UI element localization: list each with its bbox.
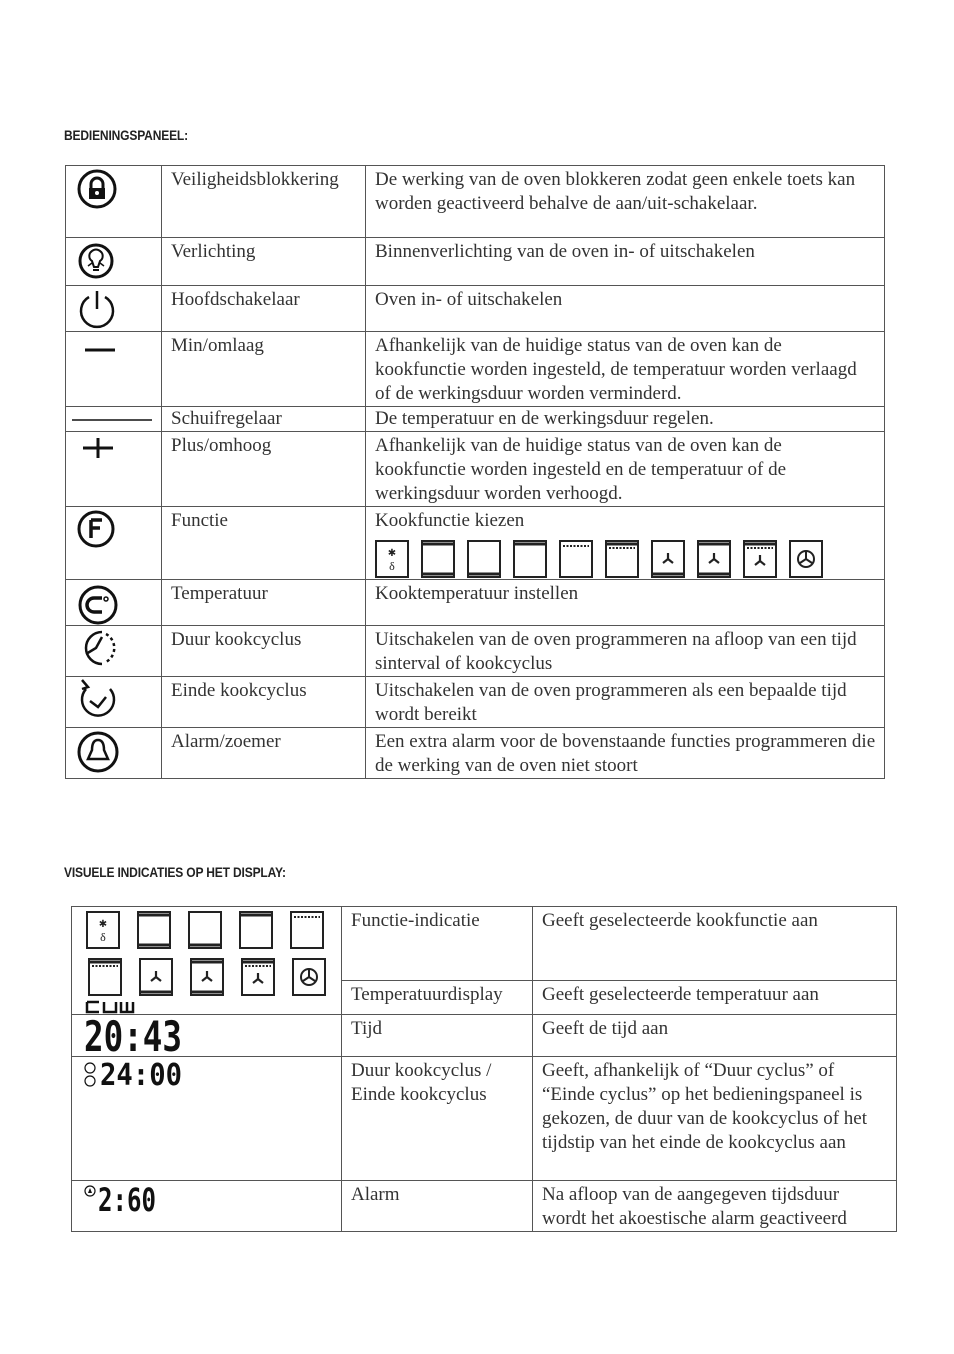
bottom-heat-icon [188,911,222,949]
table-row [66,407,885,432]
table-row [66,728,885,779]
row-description: Uitschakelen van de oven programmeren na afloop van een tijd sinterval of kookcyclus [366,626,885,677]
row-name: Tijd [342,1015,533,1057]
slider-icon [72,417,152,423]
table-row [66,626,885,677]
alarm-readout: 2:60 [98,1181,156,1219]
oven-lamp-icon [86,911,120,949]
bell-icon [76,730,120,774]
row-name: Einde kookcyclus [162,677,366,728]
top-bottom-heat-icon [137,911,171,949]
function-icon-strip [375,540,876,578]
lamp-icon [78,241,114,281]
control-panel-table [65,165,885,779]
duration-readout: 24:00 [100,1058,182,1093]
function-icon [76,509,116,549]
alarm-display [98,1181,158,1219]
table-row [66,507,885,580]
oven-lamp-icon [375,540,409,578]
bottom-heat-icon [467,540,501,578]
fan-bottom-heat-icon [651,540,685,578]
fan-grill-icon [241,958,275,996]
row-name: Duur kookcyclus [162,626,366,677]
row-name: Functie-indicatie [342,907,533,981]
temperature-icon [77,584,119,626]
grill-icon [290,911,324,949]
fan-top-bottom-icon [190,958,224,996]
row-name: Hoofdschakelaar [162,286,366,332]
row-name: Alarm/zoemer [162,728,366,779]
table-row [66,166,885,238]
power-icon [76,288,118,330]
grill-icon [559,540,593,578]
row-description: De werking van de oven blokkeren zodat geen enkele toets kan worden geactiveerd behalve de aan/uit-schakelaar. [366,166,885,238]
row-name: Temperatuurdisplay [342,981,533,1015]
top-heat-icon [513,540,547,578]
row-description: De temperatuur en de werkingsduur regelen. [366,407,885,432]
row-description: Uitschakelen van de oven programmeren als een bepaalde tijd wordt bereikt [366,677,885,728]
defrost-fan-icon [292,958,326,996]
top-bottom-heat-icon [421,540,455,578]
alarm-display-cell [72,1181,342,1232]
table-row [72,907,897,981]
row-name: Functie [162,507,366,580]
top-heat-icon [239,911,273,949]
row-description: Binnenverlichting van de oven in- of uitschakelen [366,238,885,286]
display-heading: VISUELE INDICATIES OP HET DISPLAY: [64,864,286,880]
time-display-cell [72,1012,342,1061]
fan-grill-icon [743,540,777,578]
fan-bottom-heat-icon [139,958,173,996]
table-row [72,1057,897,1181]
row-name: Veiligheidsblokkering [162,166,366,238]
row-description: Afhankelijk van de huidige status van de oven kan de kookfunctie worden ingesteld en de temperatuur of de werkingsduur worden verhoogd. [366,432,885,507]
cycle-clock-icons [84,1062,98,1088]
row-description: Geeft geselecteerde temperatuur aan [533,981,897,1015]
duration-icon [72,628,120,668]
table-row [66,580,885,626]
grill-top-heat-icon [88,958,122,996]
control-panel-heading: BEDIENINGSPANEEL: [64,127,188,143]
table-row [66,332,885,407]
table-row [66,286,885,332]
row-name: Verlichting [162,238,366,286]
row-description: Oven in- of uitschakelen [366,286,885,332]
row-name: Alarm [342,1181,533,1232]
table-row [66,238,885,286]
row-description: Geeft geselecteerde kookfunctie aan [533,907,897,981]
end-time-icon [74,677,122,719]
row-description: Afhankelijk van de huidige status van de oven kan de kookfunctie worden ingesteld, de temperatuur worden verlaagd of de werkingsduur worden verminderd. [366,332,885,407]
plus-icon [81,436,115,460]
display-table [71,906,897,1232]
table-row [72,1015,897,1057]
alarm-small-icon [84,1185,96,1197]
row-description [366,507,885,580]
table-row [72,1181,897,1232]
row-description: Kooktemperatuur instellen [366,580,885,626]
clock-readout: 20:43 [84,1012,182,1061]
row-description: Geeft, afhankelijk of “Duur cyclus” of “Einde cyclus” op het bedieningspaneel is gekozen, de duur van de kookcyclus of het tijdstip van het einde de kookcyclus aan [533,1057,897,1181]
table-row [66,432,885,507]
lock-icon [76,168,118,210]
row-name: Temperatuur [162,580,366,626]
minus-icon [83,345,117,355]
row-description-text: Kookfunctie kiezen [375,510,525,531]
grill-top-heat-icon [605,540,639,578]
row-description: Een extra alarm voor de bovenstaande functies programmeren die de werking van de oven niet stoort [366,728,885,779]
row-description: Na afloop van de aangegeven tijdsduur wordt het akoestische alarm geactiveerd [533,1181,897,1232]
row-description: Geeft de tijd aan [533,1015,897,1057]
row-name: Schuifregelaar [162,407,366,432]
row-name: Duur kookcyclus / Einde kookcyclus [342,1057,533,1181]
defrost-fan-icon [789,540,823,578]
table-row [66,677,885,728]
row-name: Plus/omhoog [162,432,366,507]
row-name: Min/omlaag [162,332,366,407]
function-display-cell [72,907,342,1015]
clock-display [84,1012,184,1061]
duration-display [100,1058,184,1093]
duration-display-cell [72,1057,342,1181]
fan-top-bottom-icon [697,540,731,578]
